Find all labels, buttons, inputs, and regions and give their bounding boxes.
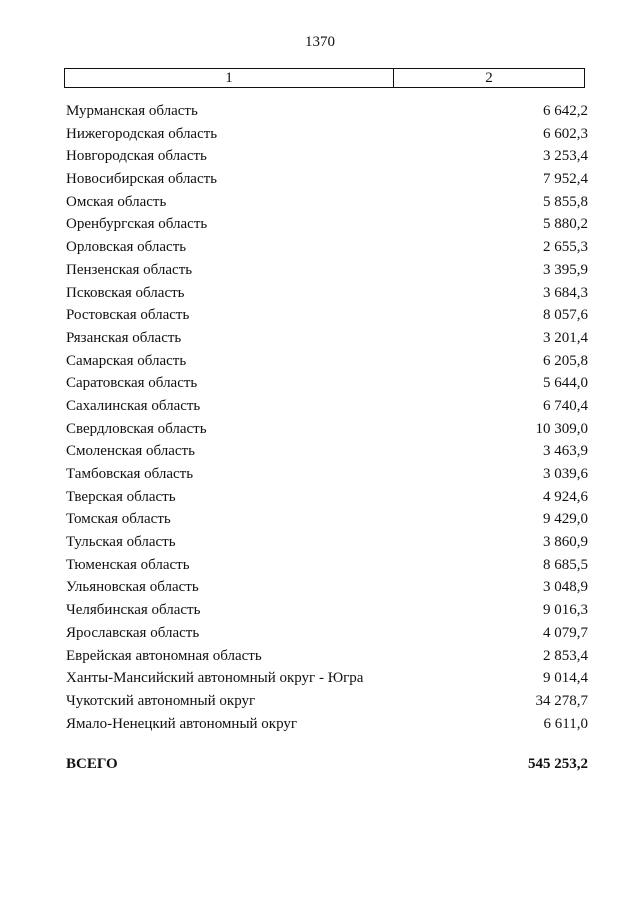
table-row <box>66 100 588 123</box>
region-value: 3 039,6 <box>543 466 588 482</box>
region-value: 3 395,9 <box>543 261 588 278</box>
region-name: Свердловская область <box>66 420 207 437</box>
table-row <box>66 690 588 713</box>
region-value: 6 602,3 <box>543 125 588 142</box>
region-name: Новгородская область <box>66 148 207 165</box>
table-row <box>66 463 588 486</box>
total-label: ВСЕГО <box>66 756 118 772</box>
table-row <box>66 395 588 418</box>
region-value: 9 014,4 <box>543 670 588 687</box>
region-name: Ульяновская область <box>66 579 199 596</box>
table-row <box>66 486 588 509</box>
table-row <box>66 440 588 463</box>
total-row <box>66 756 588 773</box>
table-row <box>66 350 588 373</box>
table-row <box>66 508 588 531</box>
region-value: 8 057,6 <box>543 307 588 324</box>
table-row <box>66 145 588 168</box>
column-header-1: 1 <box>65 69 394 87</box>
region-value: 5 644,0 <box>543 375 588 392</box>
region-value: 34 278,7 <box>535 692 588 709</box>
table-row <box>66 554 588 577</box>
table-row <box>66 259 588 282</box>
total-value: 545 253,2 <box>528 756 588 772</box>
table-row <box>66 418 588 441</box>
table-row <box>66 599 588 622</box>
region-value: 9 429,0 <box>543 511 588 528</box>
region-value: 6 642,2 <box>543 103 588 119</box>
region-value: 3 048,9 <box>543 579 588 596</box>
region-value: 10 309,0 <box>535 420 588 437</box>
region-name: Орловская область <box>66 239 187 256</box>
region-name: Тамбовская область <box>66 466 194 482</box>
region-value: 2 853,4 <box>543 647 588 664</box>
region-value: 8 685,5 <box>543 556 588 573</box>
column-header-2: 2 <box>485 70 493 86</box>
table-row <box>66 327 588 350</box>
region-name: Самарская область <box>66 352 187 369</box>
region-name: Чукотский автономный округ <box>66 692 256 709</box>
region-value: 7 952,4 <box>543 171 588 188</box>
table-row <box>66 622 588 645</box>
region-name: Томская область <box>66 511 171 528</box>
region-name: Тульская область <box>66 534 176 551</box>
table-row <box>66 645 588 668</box>
region-value: 3 201,4 <box>543 329 588 346</box>
table-row <box>66 372 588 395</box>
column-header-row <box>64 68 585 88</box>
region-value: 4 924,6 <box>543 488 588 505</box>
region-name: Смоленская область <box>66 443 195 460</box>
region-name: Саратовская область <box>66 375 198 392</box>
region-value: 9 016,3 <box>543 602 588 619</box>
region-name: Тверская область <box>66 488 176 505</box>
table-row <box>66 304 588 327</box>
region-name: Мурманская область <box>66 103 198 119</box>
region-name: Челябинская область <box>66 602 201 619</box>
region-name: Тюменская область <box>66 556 190 573</box>
table-row <box>66 123 588 146</box>
region-value: 6 611,0 <box>543 715 588 732</box>
region-name: Оренбургская область <box>66 216 208 233</box>
region-name: Омская область <box>66 193 167 210</box>
region-name: Псковская область <box>66 284 185 301</box>
region-value: 5 880,2 <box>543 216 588 233</box>
region-value: 2 655,3 <box>543 239 588 256</box>
region-value: 6 205,8 <box>543 352 588 369</box>
region-name: Ханты-Мансийский автономный округ - Югра <box>66 670 364 687</box>
table-row <box>66 236 588 259</box>
table-row <box>66 667 588 690</box>
table-row <box>66 213 588 236</box>
region-value: 6 740,4 <box>543 397 588 414</box>
page-number: 1370 <box>305 34 335 50</box>
region-name: Нижегородская область <box>66 125 218 142</box>
region-value: 3 860,9 <box>543 534 588 551</box>
region-name: Ростовская область <box>66 307 190 324</box>
region-value: 3 684,3 <box>543 284 588 301</box>
table-row <box>66 713 588 736</box>
table-row <box>66 531 588 554</box>
table-row <box>66 168 588 191</box>
region-name: Сахалинская область <box>66 397 201 414</box>
region-name: Новосибирская область <box>66 171 218 188</box>
region-name: Пензенская область <box>66 261 193 278</box>
region-name: Еврейская автономная область <box>66 647 262 664</box>
region-value: 4 079,7 <box>543 624 588 641</box>
table-row <box>66 191 588 214</box>
region-name: Ярославская область <box>66 624 200 641</box>
table-row <box>66 282 588 305</box>
region-name: Ямало-Ненецкий автономный округ <box>66 715 298 732</box>
region-name: Рязанская область <box>66 329 182 346</box>
region-value: 5 855,8 <box>543 193 588 210</box>
table-row <box>66 576 588 599</box>
region-list <box>66 100 588 735</box>
region-value: 3 253,4 <box>543 148 588 165</box>
region-value: 3 463,9 <box>543 443 588 460</box>
